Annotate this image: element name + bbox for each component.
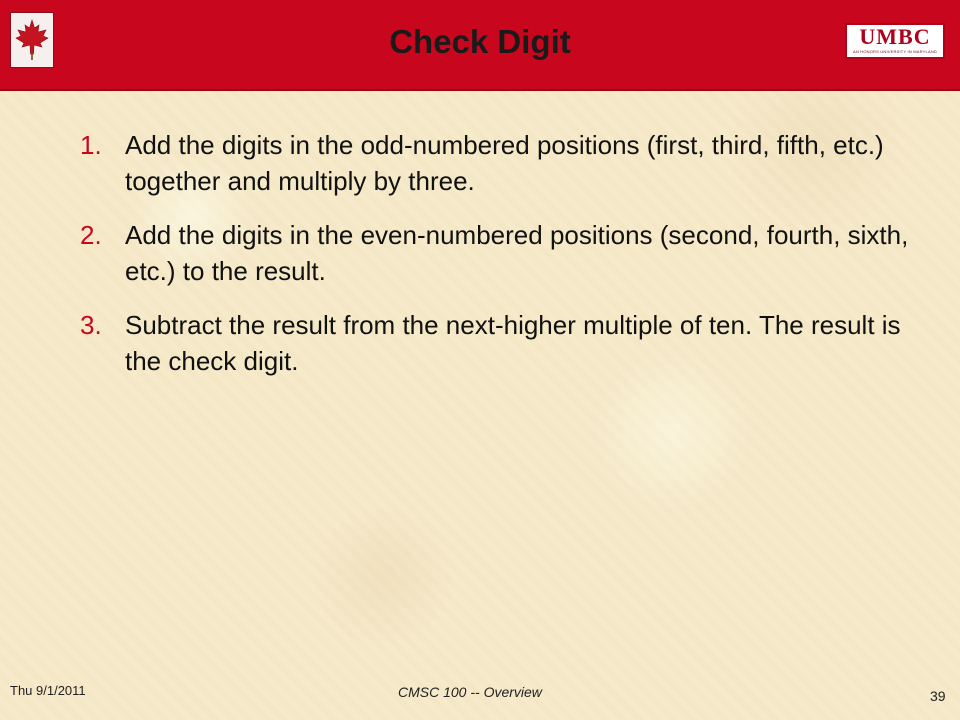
logo-tagline: AN HONORS UNIVERSITY IN MARYLAND (852, 49, 938, 54)
item-number: 2. (80, 220, 102, 250)
logo-wordmark: UMBC (859, 24, 931, 49)
slide-title: Check Digit (389, 23, 571, 60)
item-text: Add the digits in the even-numbered positions (second, fourth, sixth, etc.) to the result. (125, 220, 909, 286)
footer-date: Thu 9/1/2011 (10, 683, 86, 698)
item-text: Add the digits in the odd-numbered positions (first, third, fifth, etc.) together and multiply by three. (125, 130, 884, 196)
item-number: 1. (80, 130, 102, 160)
list-item (80, 217, 930, 289)
header-divider (0, 89, 960, 91)
item-text: Subtract the result from the next-higher multiple of ten. The result is the check digit. (125, 310, 901, 376)
list-item (80, 127, 930, 199)
footer-course: CMSC 100 -- Overview (398, 684, 542, 700)
check-digit-steps (80, 127, 930, 397)
item-number: 3. (80, 310, 102, 340)
list-item (80, 307, 930, 379)
page-number: 39 (930, 688, 946, 704)
umbc-logo (845, 23, 945, 59)
